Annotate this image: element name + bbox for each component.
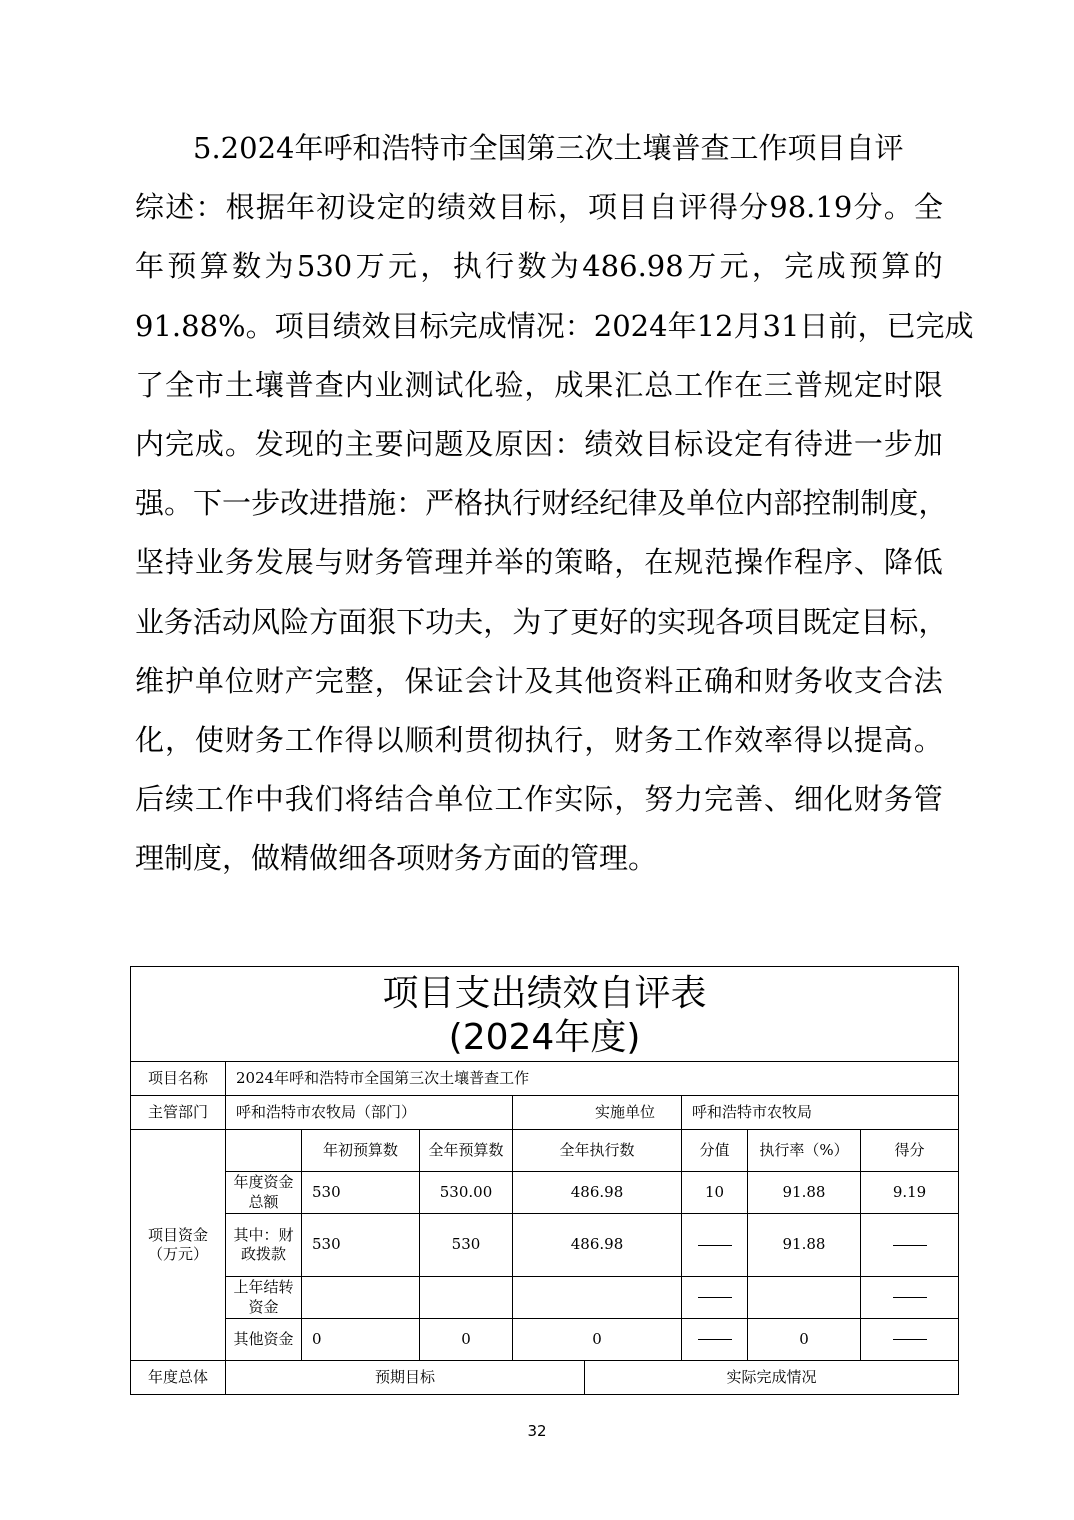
table-title: 项目支出绩效自评表 — [382, 973, 707, 1014]
cell-score-value — [682, 1277, 748, 1319]
cell-score-value — [682, 1214, 748, 1277]
body-paragraph — [135, 119, 974, 888]
dash-mark — [893, 1339, 927, 1340]
cell-rate: 91.88 — [748, 1172, 861, 1214]
actual-completion-header: 实际完成情况 — [585, 1361, 959, 1395]
cell-rate: 0 — [748, 1319, 861, 1361]
paragraph-line: 化 ， 使 财 务 工 作 得 以 顺 利 贯 彻 执 行 ， 财 务 工 作 效 率 得 以 提 高 。 — [135, 722, 943, 757]
cell-annual: 0 — [420, 1319, 513, 1361]
table-title-cell — [131, 967, 959, 1062]
header-score: 得分 — [861, 1130, 959, 1172]
cell-score-value: 10 — [682, 1172, 748, 1214]
paragraph-line: 后 续 工 作 中 我 们 将 结 合 单 位 工 作 实 际 ， 努 力 完 善 、 细 化 财 务 管 — [135, 782, 943, 817]
cell-initial: 530 — [302, 1172, 420, 1214]
cell-annual: 530 — [420, 1214, 513, 1277]
cell-executed: 0 — [513, 1319, 682, 1361]
header-rate: 执行率（%） — [748, 1130, 861, 1172]
paragraph-line: 5.2024年呼和浩特市全国第三次土壤普查工作项目自评 — [193, 131, 904, 165]
cell-score — [861, 1319, 959, 1361]
paragraph-line: 内 完 成 。 发 现 的 主 要 问 题 及 原 因 ： 绩 效 目 标 设 定 有 待 进 一 步 加 — [135, 426, 943, 461]
cell-score — [861, 1277, 959, 1319]
cell-rate — [748, 1277, 861, 1319]
impl-label: 实施单位 — [513, 1096, 682, 1130]
table-row — [131, 1214, 959, 1277]
header-executed: 全年执行数 — [513, 1130, 682, 1172]
paragraph-line: 综 述 ： 根 据 年 初 设 定 的 绩 效 目 标 ， 项 目 自 评 得 分 98.19 分 。 全 — [135, 190, 943, 225]
dept-value: 呼和浩特市农牧局（部门） — [226, 1096, 513, 1130]
cell-executed: 486.98 — [513, 1214, 682, 1277]
cell-initial: 530 — [302, 1214, 420, 1277]
expected-goal-header: 预期目标 — [226, 1361, 585, 1395]
cell-score-value — [682, 1319, 748, 1361]
cell-initial: 0 — [302, 1319, 420, 1361]
dash-mark — [698, 1245, 732, 1246]
page-number: 32 — [527, 1422, 547, 1440]
row-label: 上年结转资金 — [226, 1277, 302, 1319]
cell-executed: 486.98 — [513, 1172, 682, 1214]
cell-score: 9.19 — [861, 1172, 959, 1214]
dept-label: 主管部门 — [131, 1096, 226, 1130]
paragraph-line: 强 。 下 一 步 改 进 措 施 ： 严 格 执 行 财 经 纪 律 及 单 位 内 部 控 制 制 度 ， — [135, 486, 948, 521]
table-row — [131, 1277, 959, 1319]
paragraph-line: 91.88% 。 项 目 绩 效 目 标 完 成 情 况 ： 2024 年 12 月 31 日 前 ， 已 完 成 — [135, 308, 974, 343]
cell-executed — [513, 1277, 682, 1319]
header-blank — [226, 1130, 302, 1172]
paragraph-line: 维 护 单 位 财 产 完 整 ， 保 证 会 计 及 其 他 资 料 正 确 和 财 务 收 支 合 法 — [135, 663, 943, 698]
cell-score — [861, 1214, 959, 1277]
row-label: 其他资金 — [226, 1319, 302, 1361]
header-score-value: 分值 — [682, 1130, 748, 1172]
goal-label: 年度总体 — [131, 1361, 226, 1395]
dash-mark — [698, 1339, 732, 1340]
dash-mark — [893, 1245, 927, 1246]
funds-label: 项目资金（万元） — [131, 1130, 226, 1361]
dash-mark — [698, 1297, 732, 1298]
paragraph-line: 业 务 活 动 风 险 方 面 狠 下 功 夫 ， 为 了 更 好 的 实 现 各 项 目 既 定 目 标 ， — [135, 604, 948, 639]
table-row — [131, 1172, 959, 1214]
paragraph-line: 理制度，做精做细各项财务方面的管理。 — [135, 841, 658, 876]
paragraph-line: 年 预 算 数 为 530 万 元 ， 执 行 数 为 486.98 万 元 ， 完 成 预 算 的 — [135, 249, 943, 284]
paragraph-line: 坚 持 业 务 发 展 与 财 务 管 理 并 举 的 策 略 ， 在 规 范 操 作 程 序 、 降 低 — [135, 545, 943, 580]
row-label: 年度资金总额 — [226, 1172, 302, 1214]
impl-value: 呼和浩特市农牧局 — [682, 1096, 959, 1130]
paragraph-line: 了 全 市 土 壤 普 查 内 业 测 试 化 验 ， 成 果 汇 总 工 作 在 三 普 规 定 时 限 — [135, 367, 943, 402]
table-row — [131, 1319, 959, 1361]
cell-annual — [420, 1277, 513, 1319]
header-initial: 年初预算数 — [302, 1130, 420, 1172]
table-year: (2024年度) — [448, 1017, 641, 1058]
cell-rate: 91.88 — [748, 1214, 861, 1277]
dash-mark — [893, 1297, 927, 1298]
row-label: 其中：财政拨款 — [226, 1214, 302, 1277]
cell-annual: 530.00 — [420, 1172, 513, 1214]
performance-evaluation-table — [130, 966, 959, 1395]
project-name-label: 项目名称 — [131, 1062, 226, 1096]
cell-initial — [302, 1277, 420, 1319]
header-annual: 全年预算数 — [420, 1130, 513, 1172]
project-name-value: 2024年呼和浩特市全国第三次土壤普查工作 — [226, 1062, 959, 1096]
